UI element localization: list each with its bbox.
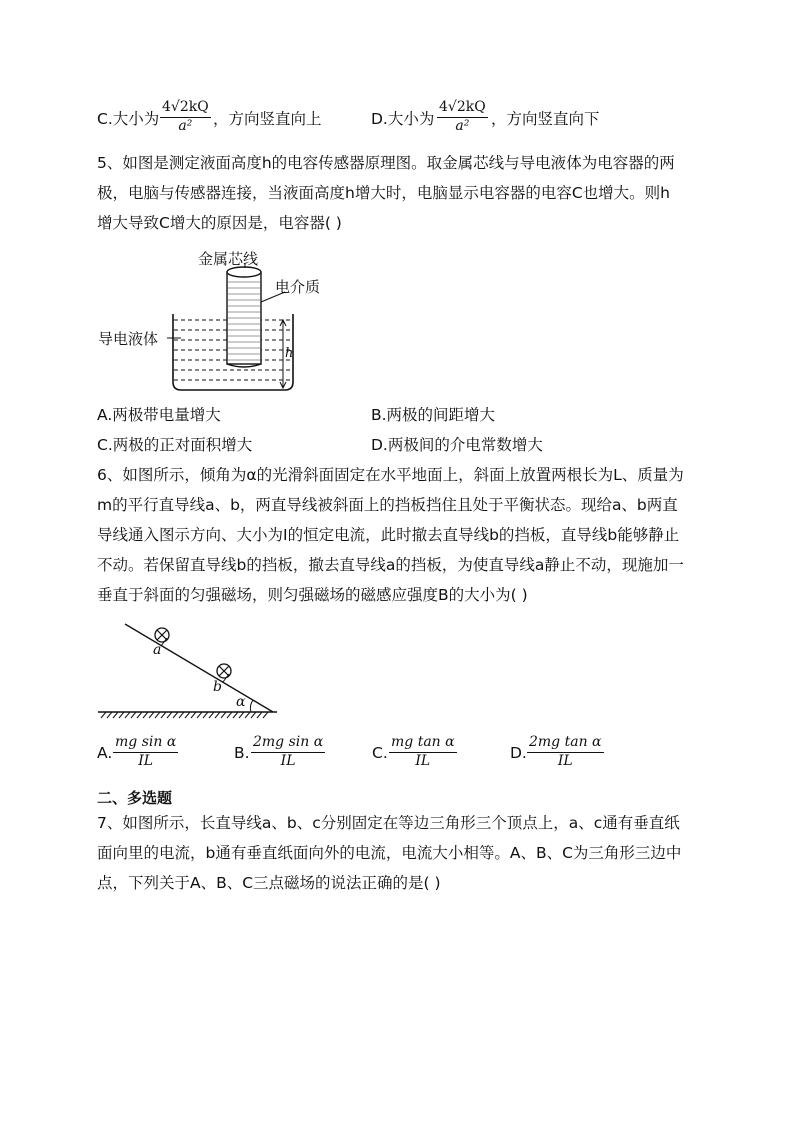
q7-text-line1: 7、如图所示，长直导线a、b、c分别固定在等边三角形三个顶点上，a、c通有垂直纸 [97, 814, 680, 832]
q6-figure [95, 618, 285, 723]
label-conductive-liquid: 导电液体 [98, 330, 159, 348]
q4-option-d-fraction [437, 99, 488, 135]
q4-option-c-denominator: a² [178, 118, 193, 134]
q6-option-d-numerator: 2mg tan α [527, 734, 604, 753]
q5-text-line3: 增大导致C增大的原因是，电容器( ) [97, 214, 342, 232]
q6-option-a-denominator: IL [138, 753, 154, 769]
q6-text-line5: 垂直于斜面的匀强磁场，则匀强磁场的磁感应强度B的大小为( ) [97, 586, 528, 604]
q5-option-b: B.两极的间距增大 [371, 406, 496, 424]
wire-b-current-into-page-icon [217, 664, 231, 678]
q4-option-c-numerator: 4√2kQ [160, 99, 211, 118]
label-metal-core: 金属芯线 [198, 250, 259, 268]
q4-option-d-suffix: ，方向竖直向下 [491, 110, 600, 128]
q6-option-b-fraction [251, 734, 325, 770]
q7-text-line3: 点，下列关于A、B、C三点磁场的说法正确的是( ) [97, 874, 441, 892]
q6-option-b-denominator: IL [280, 753, 296, 769]
q6-option-d-denominator: IL [557, 753, 573, 769]
q4-option-c-suffix: ，方向竖直向上 [213, 110, 322, 128]
q6-option-a-letter: A. [97, 744, 113, 762]
incline-diagram [95, 618, 285, 723]
section-title-multiple-choice: 二、多选题 [97, 789, 173, 807]
q6-text-line1: 6、如图所示，倾角为α的光滑斜面固定在水平地面上，斜面上放置两根长为L、质量为 [97, 466, 684, 484]
label-alpha: α [236, 694, 246, 710]
q6-text-line4: 不动。若保留直导线b的挡板，撤去直导线a的挡板，为使直导线a静止不动，现施加一 [97, 556, 684, 574]
q6-option-c-fraction [389, 734, 457, 770]
q6-option-b-letter: B. [234, 744, 250, 762]
q6-option-c-numerator: mg tan α [389, 734, 457, 753]
label-a: a [153, 642, 162, 658]
q4-option-c-prefix: C.大小为 [97, 110, 160, 128]
q6-option-c-letter: C. [372, 744, 388, 762]
q4-option-d-denominator: a² [455, 118, 470, 134]
q6-option-c-denominator: IL [415, 753, 431, 769]
q6-text-line3: 导线通入图示方向、大小为I的恒定电流，此时撤去直导线b的挡板，直导线b能够静止 [97, 526, 680, 544]
q5-text-line2: 极，电脑与传感器连接，当液面高度h增大时，电脑显示电容器的电容C也增大。则h [97, 184, 670, 202]
q4-option-c-fraction [160, 99, 211, 135]
q6-option-a-numerator: mg sin α [113, 734, 178, 753]
q5-option-a: A.两极带电量增大 [97, 406, 221, 424]
q5-option-d: D.两极间的介电常数增大 [371, 436, 543, 454]
q6-option-b-numerator: 2mg sin α [251, 734, 325, 753]
q4-option-d-prefix: D.大小为 [371, 110, 435, 128]
q5-figure [95, 242, 355, 397]
q5-text-line1: 5、如图是测定液面高度h的电容传感器原理图。取金属芯线与导电液体为电容器的两 [97, 154, 675, 172]
q6-option-d-letter: D. [510, 744, 527, 762]
label-dielectric: 电介质 [275, 278, 321, 296]
q6-option-a-fraction [113, 734, 178, 770]
label-h: h [285, 346, 294, 361]
wire-a-current-into-page-icon [155, 628, 169, 642]
q6-text-line2: m的平行直导线a、b，两直导线被斜面上的挡板挡住且处于平衡状态。现给a、b两直 [97, 496, 678, 514]
q6-option-d-fraction [527, 734, 604, 770]
label-b: b [213, 679, 222, 695]
q5-option-c: C.两极的正对面积增大 [97, 436, 253, 454]
q4-option-d-numerator: 4√2kQ [437, 99, 488, 118]
q7-text-line2: 面向里的电流，b通有垂直纸面向外的电流，电流大小相等。A、B、C为三角形三边中 [97, 844, 682, 862]
